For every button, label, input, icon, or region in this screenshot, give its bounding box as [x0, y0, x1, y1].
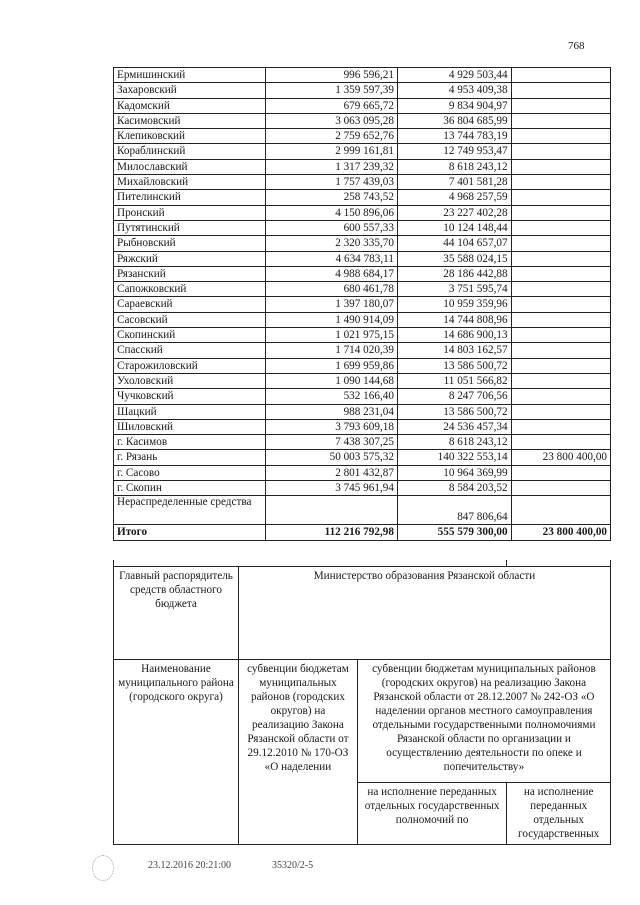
district-name-cell: Ухоловский	[114, 373, 266, 388]
footer-timestamp: 23.12.2016 20:21:00	[148, 860, 232, 871]
district-name-cell: Клепиковский	[114, 129, 266, 144]
value-col3-cell: 23 800 400,00	[511, 450, 610, 465]
value-col2-cell: 555 579 300,00	[397, 525, 511, 540]
value-col3-cell	[511, 159, 610, 174]
district-name-cell: Пителинский	[114, 190, 266, 205]
value-col3-cell	[511, 68, 610, 83]
table-row	[114, 435, 611, 450]
district-name-cell: Кораблинский	[114, 144, 266, 159]
value-col1-cell: 3 745 961,94	[266, 481, 398, 496]
table-row	[114, 496, 611, 525]
value-col1-cell: 2 320 335,70	[266, 236, 398, 251]
value-col3-cell	[511, 220, 610, 235]
value-col2-cell: 7 401 581,28	[397, 175, 511, 190]
value-col2-cell: 36 804 685,99	[397, 113, 511, 128]
district-name-cell: Старожиловский	[114, 358, 266, 373]
value-col2-cell: 13 586 500,72	[397, 358, 511, 373]
table-row	[114, 98, 611, 113]
value-col2-cell: 4 953 409,38	[397, 83, 511, 98]
district-name-cell: Кадомский	[114, 98, 266, 113]
district-name-cell: Сасовский	[114, 312, 266, 327]
table-row	[114, 328, 611, 343]
value-col1-cell: 680 461,78	[266, 282, 398, 297]
value-col2-cell: 28 186 442,88	[397, 266, 511, 281]
value-col3-cell	[511, 435, 610, 450]
district-name-cell: г. Касимов	[114, 435, 266, 450]
value-col3-cell	[511, 175, 610, 190]
value-col3-cell	[511, 129, 610, 144]
value-col1-cell: 1 714 020,39	[266, 343, 398, 358]
table-row	[114, 236, 611, 251]
value-col1-cell: 50 003 575,32	[266, 450, 398, 465]
value-col3-cell	[511, 481, 610, 496]
value-col3-cell	[511, 389, 610, 404]
table-row	[114, 525, 611, 540]
district-name-cell: Рыбновский	[114, 236, 266, 251]
value-col3-cell	[511, 297, 610, 312]
value-col1-cell: 4 634 783,11	[266, 251, 398, 266]
value-col1-cell: 996 596,21	[266, 68, 398, 83]
table-row	[114, 205, 611, 220]
main-manager-value: Министерство образования Рязанской области	[239, 567, 611, 660]
value-col2-cell: 3 751 595,74	[397, 282, 511, 297]
value-col1-cell: 4 988 684,17	[266, 266, 398, 281]
district-name-cell: Скопинский	[114, 328, 266, 343]
value-col2-cell: 13 744 783,19	[397, 129, 511, 144]
value-col1-cell: 600 557,33	[266, 220, 398, 235]
value-col2-cell: 4 968 257,59	[397, 190, 511, 205]
budget-table-body	[114, 68, 611, 541]
value-col1-cell: 1 317 239,32	[266, 159, 398, 174]
value-col1-cell: 1 359 597,39	[266, 83, 398, 98]
value-col3-cell	[511, 358, 610, 373]
table-row	[114, 220, 611, 235]
district-name-cell: г. Скопин	[114, 481, 266, 496]
district-name-header: Наименование муниципального района (городского округа)	[114, 660, 239, 845]
value-col2-cell: 8 584 203,52	[397, 481, 511, 496]
district-name-cell: Рязанский	[114, 266, 266, 281]
table-row	[114, 129, 611, 144]
subvention-242-sub-a: на исполнение переданных отдельных государственных полномочий по	[357, 783, 506, 845]
budget-table	[113, 67, 611, 541]
value-col1-cell: 1 490 914,09	[266, 312, 398, 327]
value-col3-cell	[511, 266, 610, 281]
table-row	[114, 450, 611, 465]
district-name-cell: Путятинский	[114, 220, 266, 235]
value-col2-cell: 14 686 900,13	[397, 328, 511, 343]
value-col1-cell: 2 759 652,76	[266, 129, 398, 144]
value-col2-cell: 44 104 657,07	[397, 236, 511, 251]
value-col1-cell: 988 231,04	[266, 404, 398, 419]
table-row	[114, 159, 611, 174]
value-col1-cell: 1 090 144,68	[266, 373, 398, 388]
value-col2-cell: 10 964 369,99	[397, 465, 511, 480]
value-col3-cell	[511, 282, 610, 297]
subvention-170-header: субвенции бюджетам муниципальных районов (городских округов) на реализацию Закона Рязанской области от 29.12.2010 № 170-ОЗ «О наделении	[239, 660, 358, 845]
subvention-table	[113, 560, 611, 845]
table-row	[114, 113, 611, 128]
value-col2-cell: 9 834 904,97	[397, 98, 511, 113]
value-col1-cell: 112 216 792,98	[266, 525, 398, 540]
value-col3-cell: 23 800 400,00	[511, 525, 610, 540]
value-col3-cell	[511, 404, 610, 419]
table-row	[114, 297, 611, 312]
value-col3-cell	[511, 236, 610, 251]
value-col1-cell: 4 150 896,06	[266, 205, 398, 220]
value-col2-cell: 8 618 243,12	[397, 435, 511, 450]
table-row	[114, 312, 611, 327]
value-col1-cell: 679 665,72	[266, 98, 398, 113]
district-name-cell: Нераспределенные средства	[114, 496, 266, 525]
table-row	[114, 358, 611, 373]
value-col3-cell	[511, 465, 610, 480]
table-row	[114, 465, 611, 480]
subvention-242-header: субвенции бюджетам муниципальных районов (городских округов) на реализацию Закона Рязанской области от 28.12.2007 № 242-ОЗ «О наделении органов местного самоуправления отдельными государственными полномочиями Рязанской области по организации и осуществлению деятельности по опеке и попечительству»	[357, 660, 610, 783]
value-col3-cell	[511, 251, 610, 266]
value-col3-cell	[511, 312, 610, 327]
value-col2-cell: 8 618 243,12	[397, 159, 511, 174]
table-row	[114, 251, 611, 266]
district-name-cell: Итого	[114, 525, 266, 540]
district-name-cell: Касимовский	[114, 113, 266, 128]
value-col1-cell: 1 699 959,86	[266, 358, 398, 373]
table-row	[114, 144, 611, 159]
value-col2-cell: 11 051 566,82	[397, 373, 511, 388]
district-name-cell: г. Рязань	[114, 450, 266, 465]
district-name-cell: Спасский	[114, 343, 266, 358]
value-col1-cell: 2 999 161,81	[266, 144, 398, 159]
value-col2-cell: 35 588 024,15	[397, 251, 511, 266]
value-col3-cell	[511, 98, 610, 113]
value-col2-cell: 847 806,64	[397, 496, 511, 525]
value-col2-cell: 10 959 359,96	[397, 297, 511, 312]
table-row	[114, 68, 611, 83]
table-row	[114, 481, 611, 496]
value-col3-cell	[511, 113, 610, 128]
value-col2-cell: 140 322 553,14	[397, 450, 511, 465]
value-col1-cell: 3 793 609,18	[266, 419, 398, 434]
district-name-cell: Захаровский	[114, 83, 266, 98]
value-col3-cell	[511, 419, 610, 434]
value-col3-cell	[511, 373, 610, 388]
value-col3-cell	[511, 343, 610, 358]
value-col1-cell: 258 743,52	[266, 190, 398, 205]
value-col2-cell: 14 744 808,96	[397, 312, 511, 327]
main-manager-label: Главный распорядитель средств областного бюджета	[114, 567, 239, 660]
footer-doc-number: 35320/2-5	[272, 860, 314, 871]
value-col2-cell: 8 247 706,56	[397, 389, 511, 404]
table-row	[114, 190, 611, 205]
value-col3-cell	[511, 496, 610, 525]
value-col1-cell: 3 063 095,28	[266, 113, 398, 128]
district-name-cell: Ермишинский	[114, 68, 266, 83]
value-col1-cell: 1 397 180,07	[266, 297, 398, 312]
table-row	[114, 266, 611, 281]
table-row	[114, 83, 611, 98]
table-row	[114, 175, 611, 190]
value-col2-cell: 14 803 162,57	[397, 343, 511, 358]
value-col1-cell: 532 166,40	[266, 389, 398, 404]
stamp-mark	[92, 855, 114, 881]
value-col1-cell: 1 021 975,15	[266, 328, 398, 343]
value-col2-cell: 10 124 148,44	[397, 220, 511, 235]
header-row	[114, 567, 611, 660]
value-col2-cell: 23 227 402,28	[397, 205, 511, 220]
value-col3-cell	[511, 328, 610, 343]
table-row	[114, 404, 611, 419]
district-name-cell: Шиловский	[114, 419, 266, 434]
district-name-cell: Шацкий	[114, 404, 266, 419]
table-row	[114, 389, 611, 404]
district-name-cell: Чучковский	[114, 389, 266, 404]
district-name-cell: Милославский	[114, 159, 266, 174]
district-name-cell: Пронский	[114, 205, 266, 220]
table-row	[114, 373, 611, 388]
value-col2-cell: 13 586 500,72	[397, 404, 511, 419]
page-number: 768	[568, 40, 585, 52]
value-col2-cell: 12 749 953,47	[397, 144, 511, 159]
table-row	[114, 282, 611, 297]
district-name-cell: Ряжский	[114, 251, 266, 266]
district-name-cell: Сапожковский	[114, 282, 266, 297]
value-col3-cell	[511, 83, 610, 98]
district-name-cell: г. Сасово	[114, 465, 266, 480]
value-col1-cell: 2 801 432,87	[266, 465, 398, 480]
value-col2-cell: 4 929 503,44	[397, 68, 511, 83]
value-col3-cell	[511, 190, 610, 205]
value-col2-cell: 24 536 457,34	[397, 419, 511, 434]
table-row	[114, 419, 611, 434]
table-row	[114, 343, 611, 358]
value-col1-cell: 7 438 307,25	[266, 435, 398, 450]
column-header-row	[114, 660, 611, 783]
value-col1-cell: 1 757 439,03	[266, 175, 398, 190]
district-name-cell: Сараевский	[114, 297, 266, 312]
value-col3-cell	[511, 205, 610, 220]
value-col3-cell	[511, 144, 610, 159]
value-col1-cell	[266, 496, 398, 525]
subvention-242-sub-b: на исполнение переданных отдельных государственных	[507, 783, 611, 845]
district-name-cell: Михайловский	[114, 175, 266, 190]
